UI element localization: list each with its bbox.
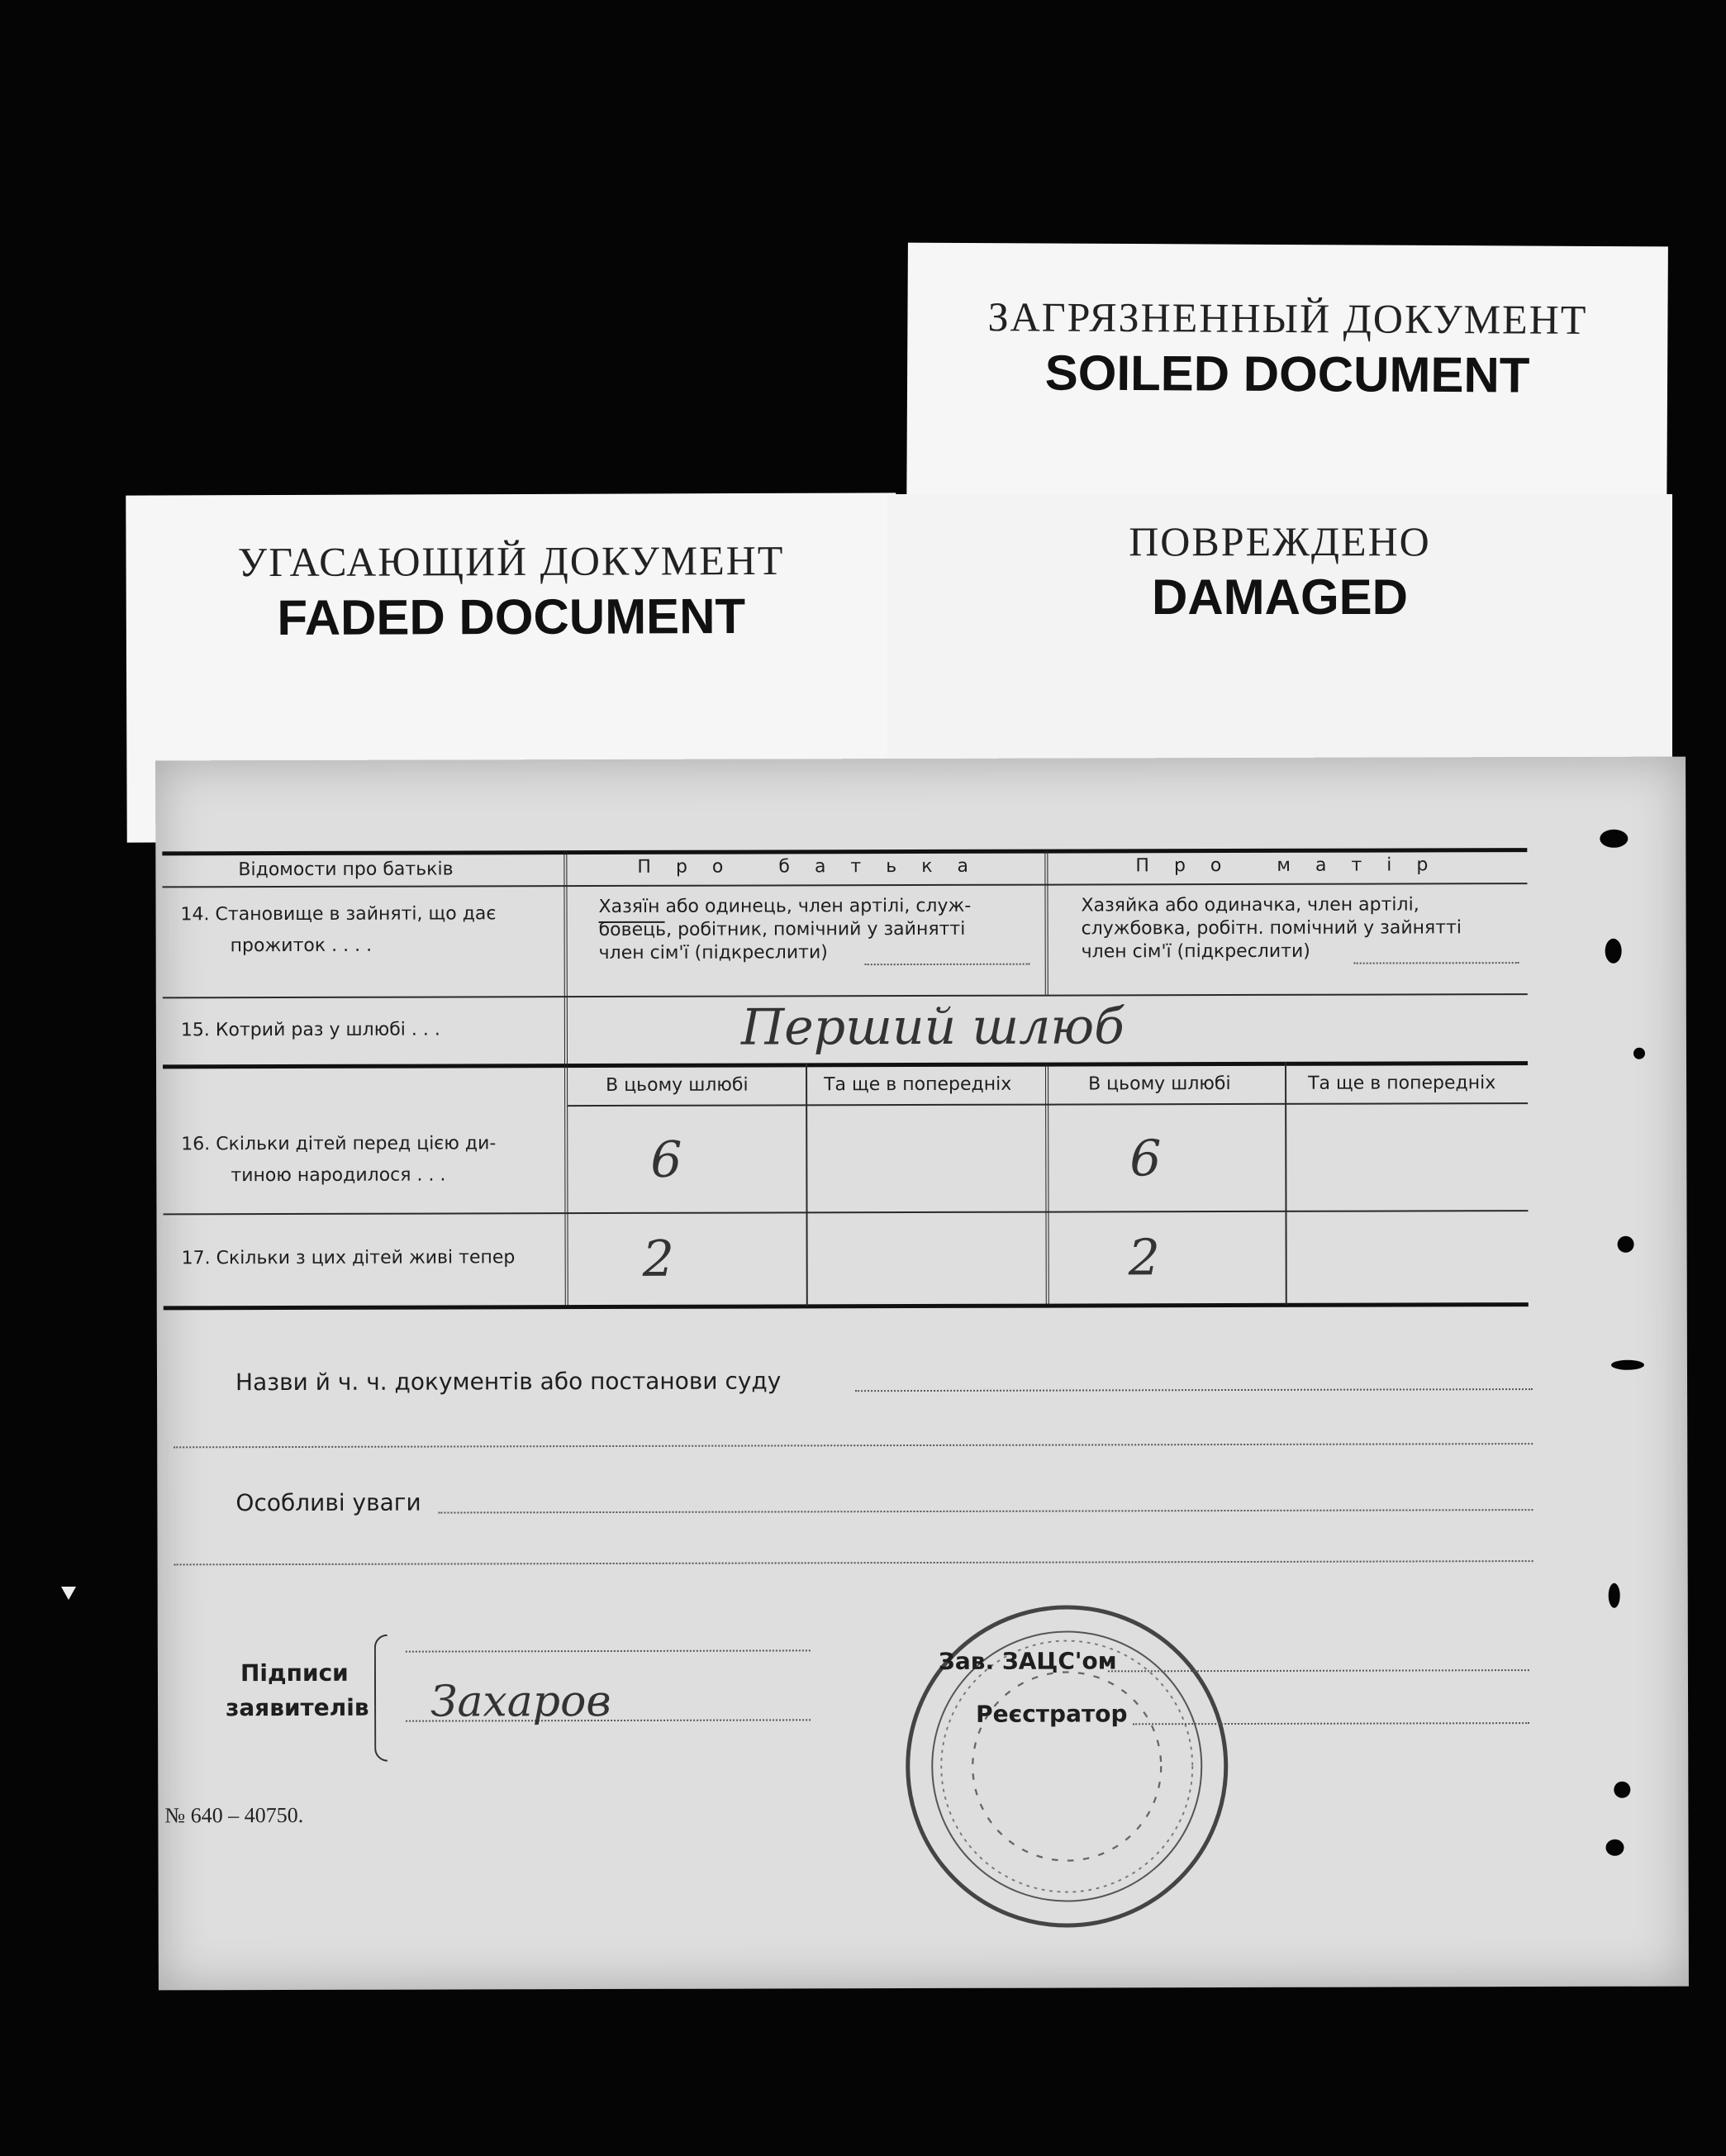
registration-form (155, 757, 1689, 1991)
table-column-divider (806, 1063, 808, 1306)
table-rule (163, 1210, 1528, 1215)
notes-line-2 (174, 1560, 1533, 1565)
soiled-label-en: SOILED DOCUMENT (1044, 345, 1530, 403)
notes-line (438, 1509, 1533, 1513)
parents-table (162, 848, 1533, 1288)
form-number: № 640 – 40750. (164, 1802, 304, 1828)
header-father: Про батька (637, 855, 993, 878)
notes-label: Особливі уваги (235, 1488, 421, 1517)
row16-label-line2: тиною народилося . . . (231, 1164, 446, 1187)
head-signature-line (1108, 1669, 1529, 1672)
table-rule (162, 883, 1527, 888)
header-parents: Відомости про батьків (238, 859, 454, 881)
row14-father-line3: член сім'ї (підкреслити) (598, 942, 828, 964)
sub-mother-this-marriage: В цьому шлюбі (1088, 1073, 1231, 1095)
margin-arrow-icon (61, 1587, 76, 1600)
row16-mother-value: 6 (1129, 1130, 1162, 1188)
row14-label-line1: 14. Становище в зайняті, що дає (180, 903, 497, 926)
dotted-line (865, 964, 1030, 966)
binding-hole (1611, 1360, 1644, 1370)
faded-label-ru: УГАСАЮЩИЙ ДОКУМЕНТ (237, 536, 785, 586)
table-bottom-rule (164, 1302, 1529, 1310)
faded-label-en: FADED DOCUMENT (277, 588, 746, 645)
head-of-registry-label: Зав. ЗАЦС'ом (938, 1647, 1117, 1675)
binding-hole (1614, 1782, 1630, 1798)
signature-bracket (374, 1635, 388, 1762)
row17-label: 17. Скільки з цих дітей живі тепер (181, 1247, 516, 1269)
documents-line (855, 1388, 1533, 1392)
damaged-label-en: DAMAGED (1152, 569, 1408, 625)
table-column-divider (1044, 850, 1051, 995)
table-column-divider (1285, 1062, 1287, 1305)
sub-father-previous: Та ще в попередніх (824, 1073, 1012, 1096)
row17-father-value: 2 (642, 1230, 674, 1288)
registrar-label: Реєстратор (976, 1700, 1128, 1728)
row14-mother-line3: член сім'ї (підкреслити) (1081, 940, 1310, 963)
signature-line-1 (406, 1649, 811, 1652)
row14-label-line2: прожиток . . . . (230, 935, 373, 957)
table-rule (163, 1061, 1528, 1068)
binding-hole (1633, 1048, 1645, 1059)
row16-label-line1: 16. Скільки дітей перед цією ди- (181, 1133, 497, 1155)
header-mother: Про матір (1135, 854, 1453, 877)
sub-father-this-marriage: В цьому шлюбі (606, 1074, 749, 1097)
row15-handwritten-answer: Перший шлюб (740, 997, 1125, 1057)
signatures-label-line2: заявителів (226, 1693, 369, 1722)
binding-hole (1605, 939, 1622, 964)
binding-hole (1618, 1236, 1634, 1253)
dotted-line (1354, 962, 1519, 964)
binding-hole (1605, 1840, 1624, 1856)
row15-label: 15. Котрий раз у шлюбі . . . (180, 1019, 440, 1041)
binding-hole (1609, 1583, 1620, 1608)
row14-father-line2: бовець, робітник, помічний у зайнятті (598, 918, 966, 941)
table-column-divider (1045, 1063, 1053, 1306)
row14-mother-line1: Хазяйка або одиначка, член артілі, (1081, 894, 1419, 916)
soiled-document-label (906, 243, 1668, 536)
soiled-label-ru: ЗАГРЯЗНЕННЫЙ ДОКУМЕНТ (987, 293, 1588, 343)
signatures-label-line1: Підписи (240, 1659, 349, 1687)
applicant-signature: Захаров (430, 1676, 611, 1727)
row17-mother-value: 2 (1128, 1229, 1160, 1287)
table-column-divider (563, 850, 571, 1306)
registrar-signature-line (1133, 1722, 1529, 1725)
row14-father-line1: Хазяїн або одинець, член артілі, служ- (598, 895, 972, 918)
binding-hole (1600, 830, 1628, 848)
row14-mother-line2: службовка, робітн. помічний у зайнятті (1081, 917, 1462, 940)
sub-mother-previous: Та ще в попередніх (1308, 1073, 1496, 1094)
documents-line-2 (174, 1443, 1533, 1448)
row16-father-value: 6 (650, 1130, 682, 1189)
damaged-label-ru: ПОВРЕЖДЕНО (1129, 518, 1431, 564)
documents-label: Назви й ч. ч. документів або постанови суду (235, 1367, 782, 1397)
